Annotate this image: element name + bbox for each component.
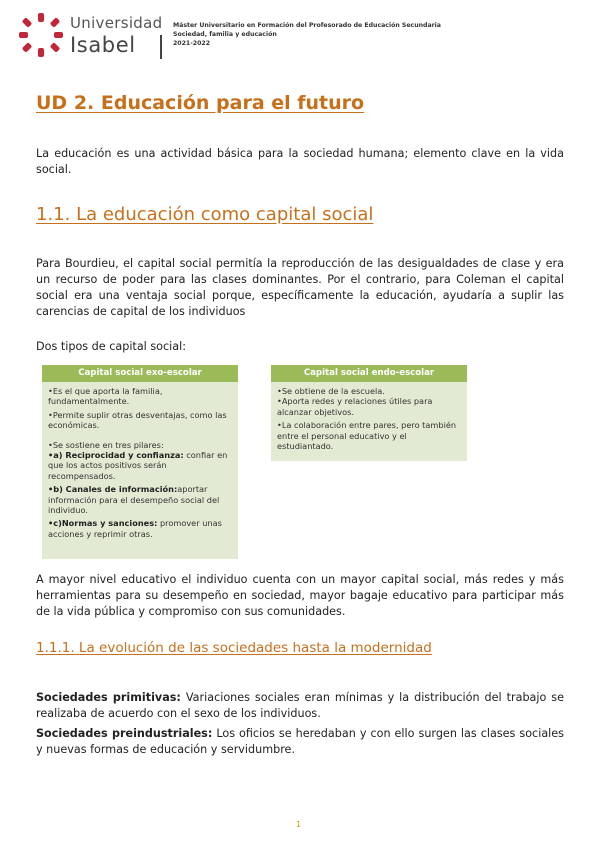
preindustrial-societies-paragraph <box>36 726 564 758</box>
endo-escolar-box <box>271 365 467 461</box>
primitive-label: Sociedades primitivas: <box>36 691 181 704</box>
endo-item-networks: •Aporta redes y relaciones útiles para alcanzar objetivos. <box>277 396 433 417</box>
subject-name: Sociedad, familia y educación <box>173 31 277 38</box>
endo-escolar-content <box>271 382 467 455</box>
logo-divider <box>160 35 162 59</box>
page-title: UD 2. Educación para el futuro <box>36 92 365 114</box>
capital-types-label: Dos tipos de capital social: <box>36 340 186 353</box>
exo-escolar-title: Capital social exo-escolar <box>42 365 238 382</box>
primitive-societies-paragraph <box>36 690 564 722</box>
page-number: 1 <box>296 820 302 829</box>
logo-text-isabel: Isabel <box>70 33 136 57</box>
exo-item-family: •Es el que aporta la familia, fundamentalmente. <box>48 386 163 407</box>
exo-escolar-box <box>42 365 238 559</box>
exo-pillar-a <box>48 450 232 481</box>
pillar-a-label: •a) Reciprocidad y confianza: <box>48 450 184 461</box>
exo-pillar-c <box>48 518 232 539</box>
section-heading-1-1: 1.1. La educación como capital social <box>36 204 374 225</box>
pillar-b-text: aportar información para el desempeño social del individuo. <box>48 484 220 516</box>
primitive-text: Variaciones sociales eran mínimas y la distribución del trabajo se realizaba de acuerdo con el sexo de los individuos. <box>36 691 565 720</box>
endo-escolar-title: Capital social endo-escolar <box>271 365 467 382</box>
pillar-c-label: •c)Normas y sanciones: <box>48 518 158 529</box>
capital-types-diagram <box>42 365 562 565</box>
preindustrial-text: Los oficios se heredaban y con ello surgen las clases sociales y nuevas formas de educación y servidumbre. <box>36 727 564 756</box>
endo-item-collaboration: •La colaboración entre pares, pero también entre el personal educativo y el estudiantado. <box>277 420 457 452</box>
bourdieu-coleman-paragraph: Para Bourdieu, el capital social permitía la reproducción de las desigualdades de clase y era un recurso de poder para las clases dominantes. Por el contrario, para Coleman el capital social era una ventaja social porque, específicamente la educación, ayudaría a suplir las carencias de capital de los individuos <box>36 257 564 318</box>
exo-pillar-b <box>48 484 232 515</box>
university-logo-icon <box>18 12 64 58</box>
pillar-a-text: confiar en que los actos positivos serán recompensados. <box>48 450 228 481</box>
logo-text-universidad: Universidad <box>70 14 163 32</box>
exo-item-pillars: •Se sostiene en tres pilares: <box>48 439 164 450</box>
page-header <box>18 12 588 60</box>
header-info <box>173 21 441 48</box>
pillar-c-text: promover unas acciones y reprimir otras. <box>48 518 222 539</box>
academic-year: 2021-2022 <box>173 40 211 47</box>
education-level-paragraph: A mayor nivel educativo el individuo cuenta con un mayor capital social, más redes y más herramientas para su desempeño en sociedad, mayor bagaje educativo para participar más de la vida pública y compromiso con sus comunidades. <box>36 573 564 618</box>
exo-escolar-content <box>42 382 238 543</box>
intro-paragraph: La educación es una actividad básica para la sociedad humana; elemento clave en la vida social. <box>36 147 564 176</box>
preindustrial-label: Sociedades preindustriales: <box>36 727 213 740</box>
program-name: Máster Universitario en Formación del Profesorado de Educación Secundaria <box>173 22 441 29</box>
exo-item-disadvantages: •Permite suplir otras desventajas, como las económicas. <box>48 409 227 431</box>
endo-item-school: •Se obtiene de la escuela. <box>277 386 385 396</box>
section-heading-1-1-1: 1.1.1. La evolución de las sociedades hasta la modernidad <box>36 640 432 656</box>
pillar-b-label: •b) Canales de información: <box>48 484 178 495</box>
